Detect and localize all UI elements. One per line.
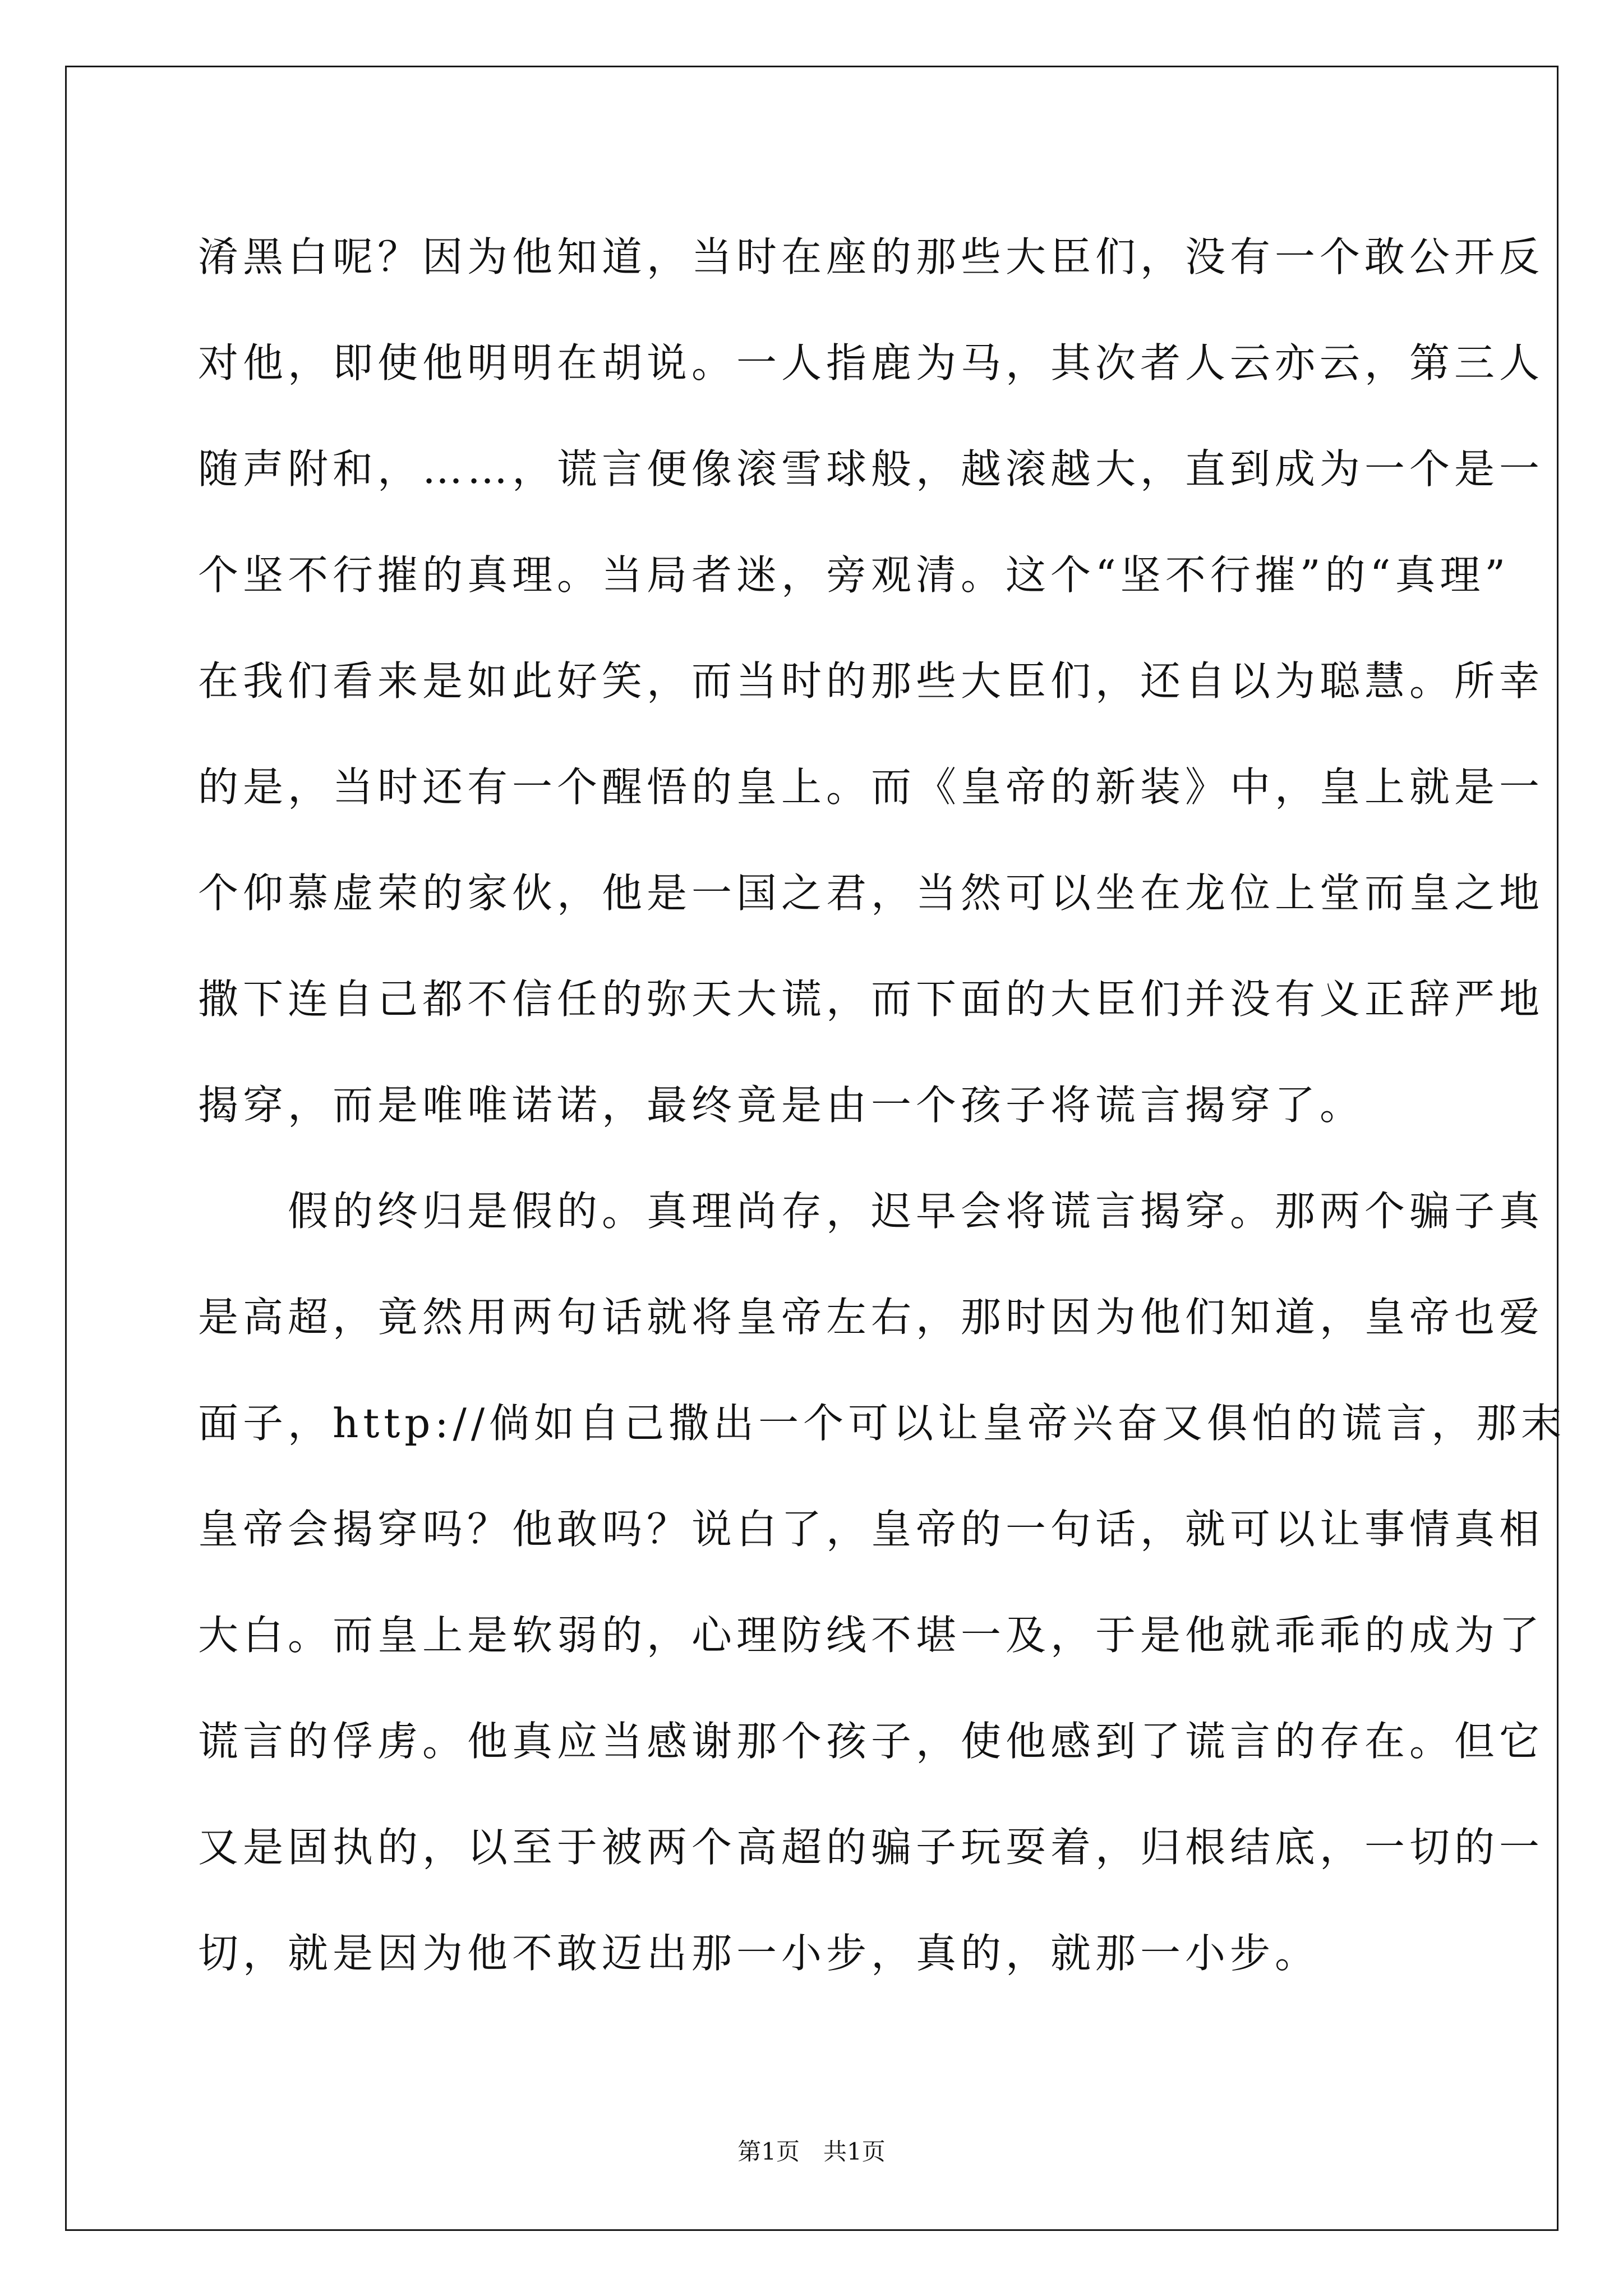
text-line: 假的终归是假的。真理尚存，迟早会将谎言揭穿。那两个骗子真 <box>198 1188 1544 1235</box>
text-line: 又是固执的，以至于被两个高超的骗子玩耍着，归根结底，一切的一 <box>198 1824 1544 1871</box>
text-line: 个坚不行摧的真理。当局者迷，旁观清。这个“坚不行摧”的“真理” <box>198 551 1510 599</box>
page-footer: 第1页 共1页 <box>737 2138 886 2165</box>
text-line: 在我们看来是如此好笑，而当时的那些大臣们，还自以为聪慧。所幸 <box>198 657 1544 705</box>
text-line: 切，就是因为他不敢迈出那一小步，真的，就那一小步。 <box>198 1930 1320 1977</box>
text-line: 淆黑白呢？因为他知道，当时在座的那些大臣们，没有一个敢公开反 <box>198 233 1544 280</box>
text-line: 谎言的俘虏。他真应当感谢那个孩子，使他感到了谎言的存在。但它 <box>198 1718 1544 1765</box>
text-line: 皇帝会揭穿吗？他敢吗？说白了，皇帝的一句话，就可以让事情真相 <box>198 1506 1544 1553</box>
text-line: 揭穿，而是唯唯诺诺，最终竟是由一个孩子将谎言揭穿了。 <box>198 1082 1365 1129</box>
text-line: 个仰慕虚荣的家伙，他是一国之君，当然可以坐在龙位上堂而皇之地 <box>198 869 1544 917</box>
text-line: 随声附和，……，谎言便像滚雪球般，越滚越大，直到成为一个是一 <box>198 445 1544 493</box>
text-line: 撒下连自己都不信任的弥天大谎，而下面的大臣们并没有义正辞严地 <box>198 976 1544 1023</box>
text-line: 面子，http://倘如自己撒出一个可以让皇帝兴奋又俱怕的谎言，那末 <box>198 1400 1566 1447</box>
text-line: 对他，即使他明明在胡说。一人指鹿为马，其次者人云亦云，第三人 <box>198 339 1544 386</box>
text-line: 的是，当时还有一个醒悟的皇上。而《皇帝的新装》中，皇上就是一 <box>198 763 1544 811</box>
document-body <box>198 204 1566 2007</box>
text-line: 是高超，竟然用两句话就将皇帝左右，那时因为他们知道，皇帝也爱 <box>198 1294 1544 1341</box>
text-line: 大白。而皇上是软弱的，心理防线不堪一及，于是他就乖乖的成为了 <box>198 1612 1544 1659</box>
